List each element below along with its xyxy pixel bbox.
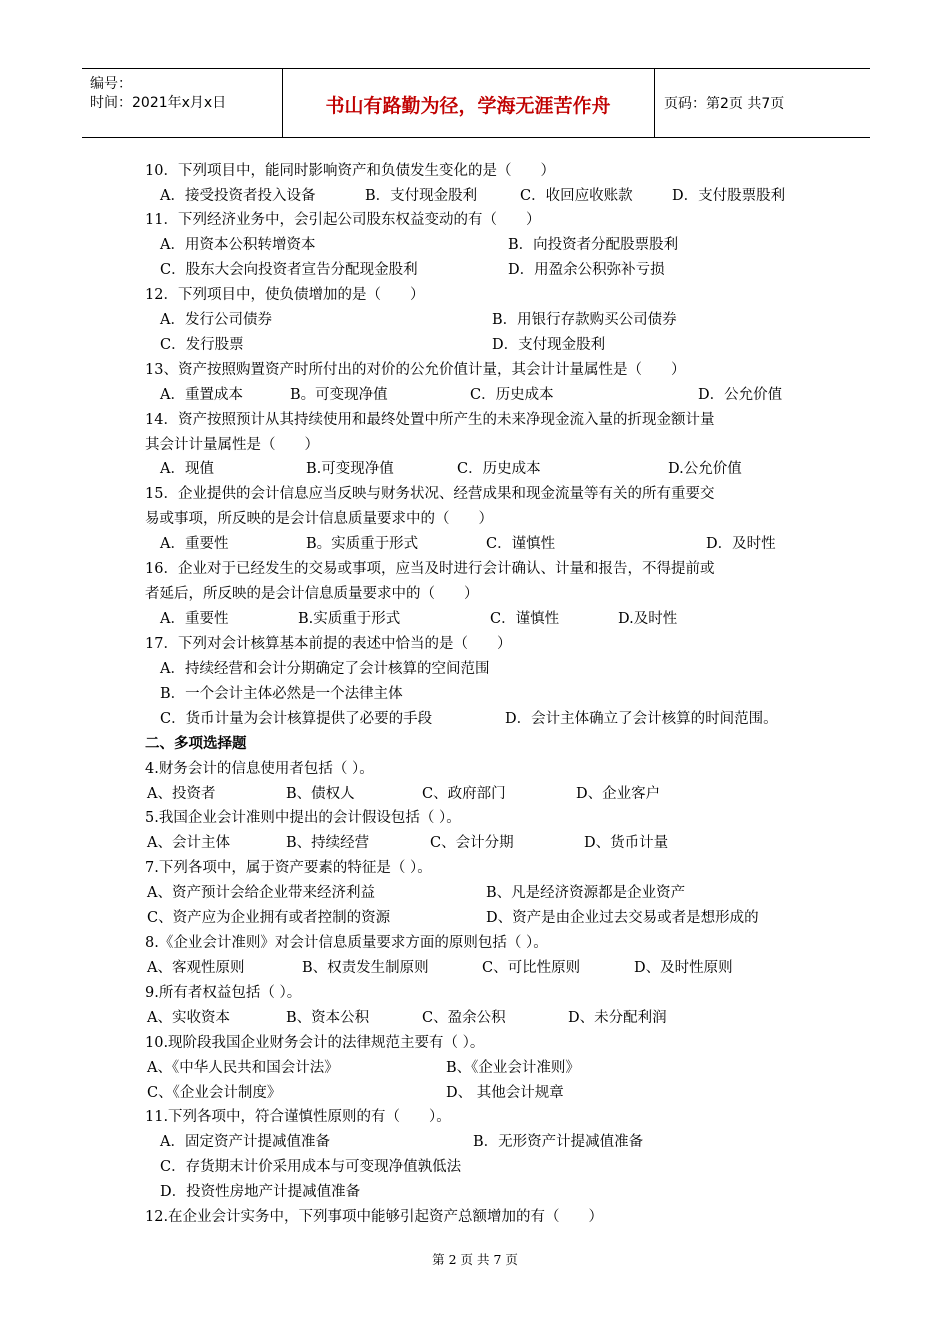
option: A、《中华人民共和国会计法》 (147, 1060, 339, 1076)
option: D．及时性 (706, 536, 776, 552)
question-stem: 17．下列对会计核算基本前提的表述中恰当的是（ ） (145, 636, 512, 652)
option: B．支付现金股利 (365, 188, 478, 204)
question-stem-cont: 易或事项，所反映的是会计信息质量要求中的（ ） (145, 511, 493, 527)
option: A、资产预计会给企业带来经济利益 (147, 885, 375, 901)
option: C．历史成本 (457, 461, 541, 477)
option: A．接受投资者投入设备 (160, 188, 316, 204)
option: D、企业客户 (576, 786, 661, 802)
option: A、客观性原则 (147, 960, 245, 976)
option: D、未分配利润 (568, 1010, 667, 1026)
option: D、货币计量 (584, 835, 669, 851)
option: B。实质重于形式 (306, 536, 419, 552)
option: B．无形资产计提减值准备 (473, 1134, 644, 1150)
option: D．会计主体确立了会计核算的时间范围。 (505, 711, 778, 727)
option: A．重置成本 (160, 387, 243, 403)
option: A．现值 (160, 461, 214, 477)
question-stem: 16．企业对于已经发生的交易或事项，应当及时进行会计确认、计量和报告，不得提前或 (145, 561, 715, 577)
option: C．存货期末计价采用成本与可变现净值孰低法 (160, 1159, 462, 1175)
option: C、资产应为企业拥有或者控制的资源 (147, 910, 391, 926)
section-heading: 二、多项选择题 (145, 736, 247, 752)
option: A．固定资产计提减值准备 (160, 1134, 330, 1150)
option: A、投资者 (147, 786, 216, 802)
option: B．一个会计主体必然是一个法律主体 (160, 686, 403, 702)
motto: 书山有路勤为径，学海无涯苦作舟 (325, 95, 611, 117)
page-header (82, 68, 870, 138)
option: D．用盈余公积弥补亏损 (508, 262, 665, 278)
option: C．股东大会向投资者宣告分配现金股利 (160, 262, 418, 278)
question-stem: 11.下列各项中，符合谨慎性原则的有（ ）。 (145, 1109, 451, 1125)
option: D.公允价值 (668, 461, 742, 477)
question-stem: 4.财务会计的信息使用者包括（ ）。 (145, 761, 374, 777)
option: D．支付现金股利 (492, 337, 606, 353)
option: B。可变现净值 (290, 387, 388, 403)
option: D．支付股票股利 (672, 188, 786, 204)
option: C．发行股票 (160, 337, 244, 353)
option: C、会计分期 (430, 835, 514, 851)
number-label: 编号： (90, 76, 132, 92)
option: A、实收资本 (147, 1010, 230, 1026)
option: B.可变现净值 (306, 461, 394, 477)
option: C．谨慎性 (490, 611, 560, 627)
option: C、盈余公积 (422, 1010, 506, 1026)
option: B．向投资者分配股票股利 (508, 237, 679, 253)
option: D、 其他会计规章 (446, 1085, 564, 1101)
question-stem: 9.所有者权益包括（ ）。 (145, 985, 302, 1001)
option: B、债权人 (286, 786, 355, 802)
question-stem: 14．资产按照预计从其持续使用和最终处置中所产生的未来净现金流入量的折现金额计量 (145, 412, 715, 428)
option: B、资本公积 (286, 1010, 370, 1026)
header-page-cell (654, 69, 870, 137)
time-label: 时间：2021年x月x日 (90, 95, 227, 111)
option: B、凡是经济资源都是企业资产 (486, 885, 686, 901)
question-stem: 10．下列项目中，能同时影响资产和负债发生变化的是（ ） (145, 163, 555, 179)
option: D．公允价值 (698, 387, 783, 403)
header-info-cell (82, 69, 283, 137)
option: A．发行公司债券 (160, 312, 272, 328)
question-stem: 12.在企业会计实务中，下列事项中能够引起资产总额增加的有（ ） (145, 1209, 604, 1225)
option: C．货币计量为会计核算提供了必要的手段 (160, 711, 433, 727)
question-stem: 5.我国企业会计准则中提出的会计假设包括（ ）。 (145, 810, 461, 826)
page-footer: 第 2 页 共 7 页 (432, 1252, 518, 1267)
question-stem: 12．下列项目中，使负债增加的是（ ） (145, 287, 425, 303)
option: C．历史成本 (470, 387, 554, 403)
question-stem: 8.《企业会计准则》对会计信息质量要求方面的原则包括（ ）。 (145, 935, 548, 951)
header-motto-cell (282, 69, 655, 137)
option: B、权责发生制原则 (302, 960, 429, 976)
question-stem-cont: 其会计计量属性是（ ） (145, 437, 319, 453)
option: A、会计主体 (147, 835, 230, 851)
option: B、持续经营 (286, 835, 370, 851)
option: B.实质重于形式 (298, 611, 401, 627)
option: C、政府部门 (422, 786, 506, 802)
option: D.及时性 (618, 611, 678, 627)
option: B、《企业会计准则》 (446, 1060, 580, 1076)
option: C、可比性原则 (482, 960, 581, 976)
option: C、《企业会计制度》 (147, 1085, 282, 1101)
option: C．谨慎性 (486, 536, 556, 552)
option: B．用银行存款购买公司债券 (492, 312, 677, 328)
option: D．投资性房地产计提减值准备 (160, 1184, 361, 1200)
question-stem: 11．下列经济业务中，会引起公司股东权益变动的有（ ） (145, 212, 541, 228)
option: C．收回应收账款 (520, 188, 633, 204)
option: A．用资本公积转增资本 (160, 237, 316, 253)
question-stem: 13、资产按照购置资产时所付出的对价的公允价值计量，其会计计量属性是（ ） (145, 362, 686, 378)
page-label: 页码：第2页 共7页 (664, 96, 785, 112)
question-stem: 10.现阶段我国企业财务会计的法律规范主要有（ ）。 (145, 1035, 485, 1051)
option: D、及时性原则 (634, 960, 733, 976)
option: D、资产是由企业过去交易或者是想形成的 (486, 910, 759, 926)
option: A．重要性 (160, 611, 229, 627)
option: A．重要性 (160, 536, 229, 552)
question-stem-cont: 者延后，所反映的是会计信息质量要求中的（ ） (145, 586, 479, 602)
question-stem: 15．企业提供的会计信息应当反映与财务状况、经营成果和现金流量等有关的所有重要交 (145, 486, 715, 502)
option: A．持续经营和会计分期确定了会计核算的空间范围 (160, 661, 490, 677)
question-stem: 7.下列各项中，属于资产要素的特征是（ ）。 (145, 860, 432, 876)
